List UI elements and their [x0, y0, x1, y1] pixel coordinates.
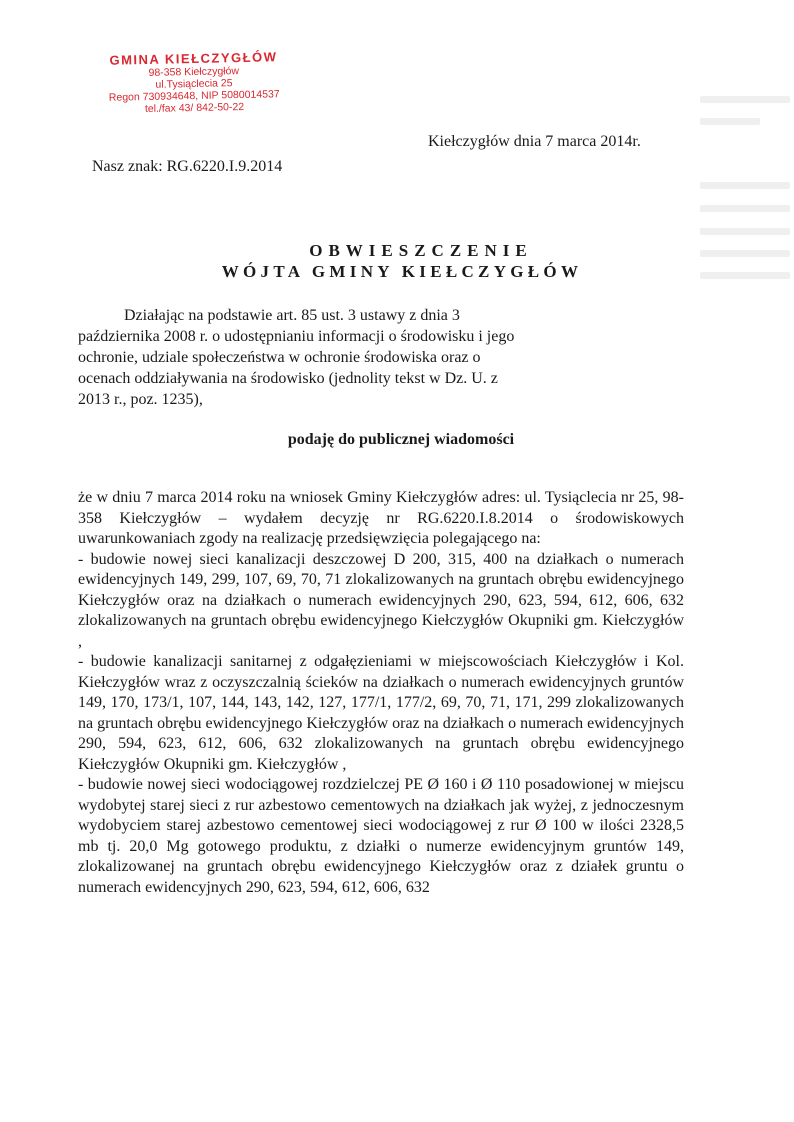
bleed-through-mark — [700, 182, 790, 189]
stamp-phone: tel./fax 43/ 842-50-22 — [144, 100, 245, 116]
bleed-through-mark — [700, 96, 790, 103]
decision-item: - budowie nowej sieci kanalizacji deszczowej D 200, 315, 400 na działkach o numerach ewidencyjnych 149, 299, 107, 69, 70, 71 zlokalizowanych na gruntach obrębu ewidencyjnego Kiełczygłów oraz na działkach o numerach ewidencyjnych 290, 623, 594, 612, 606, 632 zlokalizowanych na gruntach obrębu ewidencyjnego Kiełczygłów Okupniki gm. Kiełczygłów , — [78, 550, 684, 650]
bleed-through-mark — [700, 205, 790, 212]
stamp-street: ul.Tysiąclecia 25 — [155, 77, 233, 91]
document-subtitle: WÓJTA GMINY KIEŁCZYGŁÓW — [221, 262, 583, 281]
decision-body — [78, 488, 684, 898]
announcement-heading: podaję do publicznej wiadomości — [287, 431, 515, 448]
document-title: OBWIESZCZENIE — [309, 241, 533, 260]
stamp-name: GMINA KIEŁCZYGŁÓW — [109, 49, 278, 68]
stamp-postal: 98-358 Kiełczygłów — [148, 65, 240, 79]
date-line: Kiełczygłów dnia 7 marca 2014r. — [428, 133, 641, 150]
municipality-stamp — [93, 50, 294, 116]
bleed-through-mark — [700, 118, 760, 125]
decision-intro: że w dniu 7 marca 2014 roku na wniosek Gminy Kiełczygłów adres: ul. Tysiąclecia nr 25, 98-358 Kiełczygłów – wydałem decyzję nr RG.6220.I.8.2014 o środowiskowych uwarunkowaniach zgody na realizację przedsięwzięcia polegającego na: — [78, 489, 684, 547]
decision-item: - budowie nowej sieci wodociągowej rozdzielczej PE Ø 160 i Ø 110 posadowionej w miejscu wydobytej starej sieci z rur azbestowo cementowych na działkach jak wyżej, z jednoczesnym wydobyciem starej azbestowo cementowej sieci wodociągowej z rur Ø 100 w ilości 2328,5 mb tj. 20,0 Mg gotowego produktu, z działki o numerze ewidencyjnym gruntów 149, zlokalizowanej na gruntach obrębu ewidencyjnego Kiełczygłów oraz z działek gruntu o numerach ewidencyjnych 290, 623, 594, 612, 606, 632 — [78, 776, 684, 896]
legal-basis-paragraph — [78, 305, 518, 410]
reference-number: Nasz znak: RG.6220.I.9.2014 — [92, 158, 283, 175]
bleed-through-mark — [700, 228, 790, 235]
stamp-ids: Regon 730934648, NIP 5080014537 — [108, 88, 280, 104]
decision-item: - budowie kanalizacji sanitarnej z odgałęzieniami w miejscowościach Kiełczygłów i Kol. Kiełczygłów wraz z oczyszczalnią ścieków na działkach o numerach ewidencyjnych gruntów 149, 170, 173/1, 107, 144, 143, 142, 127, 177/1, 177/2, 69, 70, 71, 171, 299 zlokalizowanych na gruntach obrębu ewidencyjnego Kiełczygłów oraz na działkach o numerach ewidencyjnych 290, 594, 623, 612, 606, 632 zlokalizowanych na gruntach obrębu ewidencyjnego Kiełczygłów Okupniki gm. Kiełczygłów , — [78, 653, 684, 773]
legal-basis-text: Działając na podstawie art. 85 ust. 3 ustawy z dnia 3 października 2008 r. o udostępnianiu informacji o środowisku i jego ochronie, udziale społeczeństwa w ochronie środowiska oraz o ocenach oddziaływania na środowisko (jednolity tekst w Dz. U. z 2013 r., poz. 1235), — [78, 307, 515, 408]
